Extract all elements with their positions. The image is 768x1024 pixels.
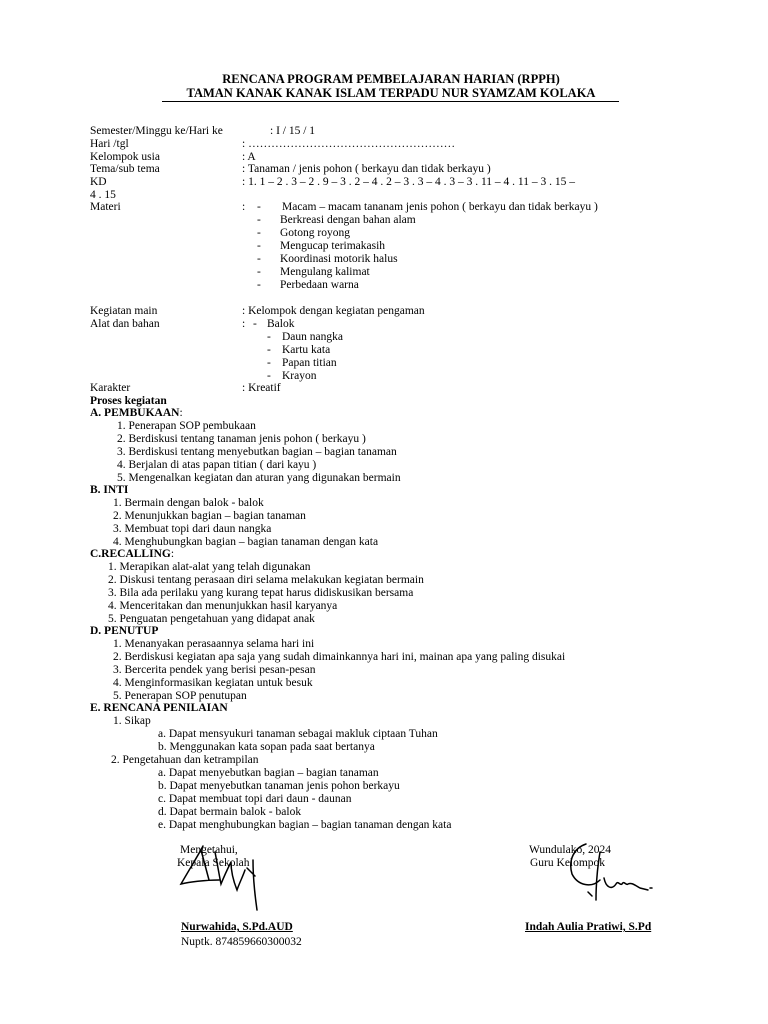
- semester-label: Semester/Minggu ke/Hari ke: [90, 125, 223, 137]
- hari-value: : ………………………………………………: [242, 138, 456, 150]
- list-item: 3. Berdiskusi tentang menyebutkan bagian – bagian tanaman: [117, 446, 397, 458]
- list-item: 2. Menunjukkan bagian – bagian tanaman: [113, 510, 306, 522]
- tema-label: Tema/sub tema: [90, 163, 160, 175]
- document-title: RENCANA PROGRAM PEMBELAJARAN HARIAN (RPPH): [222, 72, 560, 86]
- teacher-signature: [560, 840, 670, 915]
- list-item: c. Dapat membuat topi dari daun - daunan: [158, 793, 352, 805]
- materi-item: Perbedaan warna: [280, 279, 359, 291]
- list-item: 5. Mengenalkan kegiatan dan aturan yang digunakan bermain: [117, 472, 401, 484]
- alat-dash: -: [267, 331, 271, 343]
- section-title-text: A. PEMBUKAAN: [90, 407, 180, 419]
- alat-item: Krayon: [282, 370, 317, 382]
- materi-dash: -: [257, 266, 261, 278]
- alat-item: Daun nangka: [282, 331, 343, 343]
- materi-dash: -: [257, 201, 261, 213]
- principal-nuptk: Nuptk. 874859660300032: [181, 936, 302, 948]
- list-item: 1. Menanyakan perasaannya selama hari ini: [113, 638, 315, 650]
- section-title: D. PENUTUP: [90, 625, 159, 637]
- alat-item: Kartu kata: [282, 344, 331, 356]
- right-sign-line2: Guru Kelompok: [530, 857, 606, 869]
- materi-item: Gotong royong: [280, 227, 350, 239]
- list-item: 5. Penguatan pengetahuan yang didapat anak: [108, 613, 315, 625]
- kd-continuation: 4 . 15: [90, 189, 116, 201]
- proses-heading: Proses kegiatan: [90, 395, 167, 407]
- materi-dash: -: [257, 227, 261, 239]
- materi-dash: -: [257, 279, 261, 291]
- list-item: 1. Bermain dengan balok - balok: [113, 497, 264, 509]
- kelompok-label: Kelompok usia: [90, 151, 160, 163]
- alat-dash: -: [267, 344, 271, 356]
- section-title: [90, 548, 174, 561]
- kelompok-value: : A: [242, 151, 256, 163]
- principal-signature: [175, 840, 275, 920]
- materi-colon: :: [242, 201, 246, 213]
- kegiatan-value: : Kelompok dengan kegiatan pengaman: [242, 305, 425, 317]
- left-sign-line1: Mengetahui,: [180, 844, 238, 856]
- right-sign-line1: Wundulako, 2024: [529, 844, 611, 856]
- title-underline: [162, 101, 619, 102]
- alat-label: Alat dan bahan: [90, 318, 160, 330]
- kegiatan-label: Kegiatan main: [90, 305, 158, 317]
- kd-label: KD: [90, 176, 107, 188]
- list-item: b. Dapat menyebutkan tanaman jenis pohon berkayu: [158, 780, 400, 792]
- list-item: 3. Membuat topi dari daun nangka: [113, 523, 272, 535]
- pengetahuan-label: 2. Pengetahuan dan ketrampilan: [111, 754, 259, 766]
- list-item: 4. Berjalan di atas papan titian ( dari kayu ): [117, 459, 317, 471]
- list-item: e. Dapat menghubungkan bagian – bagian tanaman dengan kata: [158, 819, 452, 831]
- list-item: 2. Diskusi tentang perasaan diri selama melakukan kegiatan bermain: [108, 574, 424, 586]
- list-item: 3. Bila ada perilaku yang kurang tepat harus didiskusikan bersama: [108, 587, 414, 599]
- list-item: b. Menggunakan kata sopan pada saat bertanya: [158, 741, 375, 753]
- alat-item: Balok: [267, 318, 295, 330]
- alat-dash: -: [267, 357, 271, 369]
- alat-dash: -: [267, 370, 271, 382]
- materi-item: Macam – macam tananam jenis pohon ( berkayu dan tidak berkayu ): [282, 201, 598, 213]
- karakter-value: : Kreatif: [242, 382, 281, 394]
- section-title: [90, 407, 183, 420]
- list-item: 2. Berdiskusi kegiatan apa saja yang sudah dimainkannya hari ini, mainan apa yang paling disukai: [113, 651, 566, 663]
- sikap-label: 1. Sikap: [113, 715, 151, 727]
- materi-dash: -: [257, 214, 261, 226]
- left-sign-line2: Kepala Sekolah: [177, 857, 250, 869]
- alat-dash: -: [253, 318, 257, 330]
- principal-name: Nurwahida, S.Pd.AUD: [181, 921, 293, 933]
- list-item: 4. Menceritakan dan menunjukkan hasil karyanya: [108, 600, 338, 612]
- karakter-label: Karakter: [90, 382, 131, 394]
- materi-item: Mengulang kalimat: [280, 266, 370, 278]
- hari-label: Hari /tgl: [90, 138, 129, 150]
- section-title-colon: :: [179, 407, 183, 419]
- list-item: a. Dapat mensyukuri tanaman sebagai makluk ciptaan Tuhan: [158, 728, 438, 740]
- section-title: E. RENCANA PENILAIAN: [90, 702, 228, 714]
- materi-label: Materi: [90, 201, 121, 213]
- semester-value: : I / 15 / 1: [270, 125, 316, 137]
- materi-item: Koordinasi motorik halus: [280, 253, 398, 265]
- materi-item: Mengucap terimakasih: [280, 240, 386, 252]
- kd-value: : 1. 1 – 2 . 3 – 2 . 9 – 3 . 2 – 4 . 2 – 3 . 3 – 4 . 3 – 3 . 11 – 4 . 11 – 3 . 15 –: [242, 176, 575, 188]
- alat-colon: :: [242, 318, 246, 330]
- materi-dash: -: [257, 240, 261, 252]
- list-item: 4. Menghubungkan bagian – bagian tanaman dengan kata: [113, 536, 379, 548]
- materi-dash: -: [257, 253, 261, 265]
- materi-item: Berkreasi dengan bahan alam: [280, 214, 416, 226]
- section-title: B. INTI: [90, 484, 129, 496]
- section-title-text: C.RECALLING: [90, 548, 171, 560]
- teacher-name: Indah Aulia Pratiwi, S.Pd: [525, 921, 652, 933]
- list-item: 2. Berdiskusi tentang tanaman jenis pohon ( berkayu ): [117, 433, 366, 445]
- list-item: a. Dapat menyebutkan bagian – bagian tanaman: [158, 767, 379, 779]
- alat-item: Papan titian: [282, 357, 337, 369]
- list-item: 5. Penerapan SOP penutupan: [113, 690, 247, 702]
- school-name: TAMAN KANAK KANAK ISLAM TERPADU NUR SYAMZAM KOLAKA: [186, 86, 596, 100]
- list-item: 4. Menginformasikan kegiatan untuk besuk: [113, 677, 313, 689]
- list-item: d. Dapat bermain balok - balok: [158, 806, 302, 818]
- section-title-colon: :: [170, 548, 175, 560]
- list-item: 1. Penerapan SOP pembukaan: [117, 420, 256, 432]
- list-item: 3. Bercerita pendek yang berisi pesan-pesan: [113, 664, 316, 676]
- list-item: 1. Merapikan alat-alat yang telah digunakan: [108, 561, 311, 573]
- tema-value: : Tanaman / jenis pohon ( berkayu dan tidak berkayu ): [242, 163, 491, 175]
